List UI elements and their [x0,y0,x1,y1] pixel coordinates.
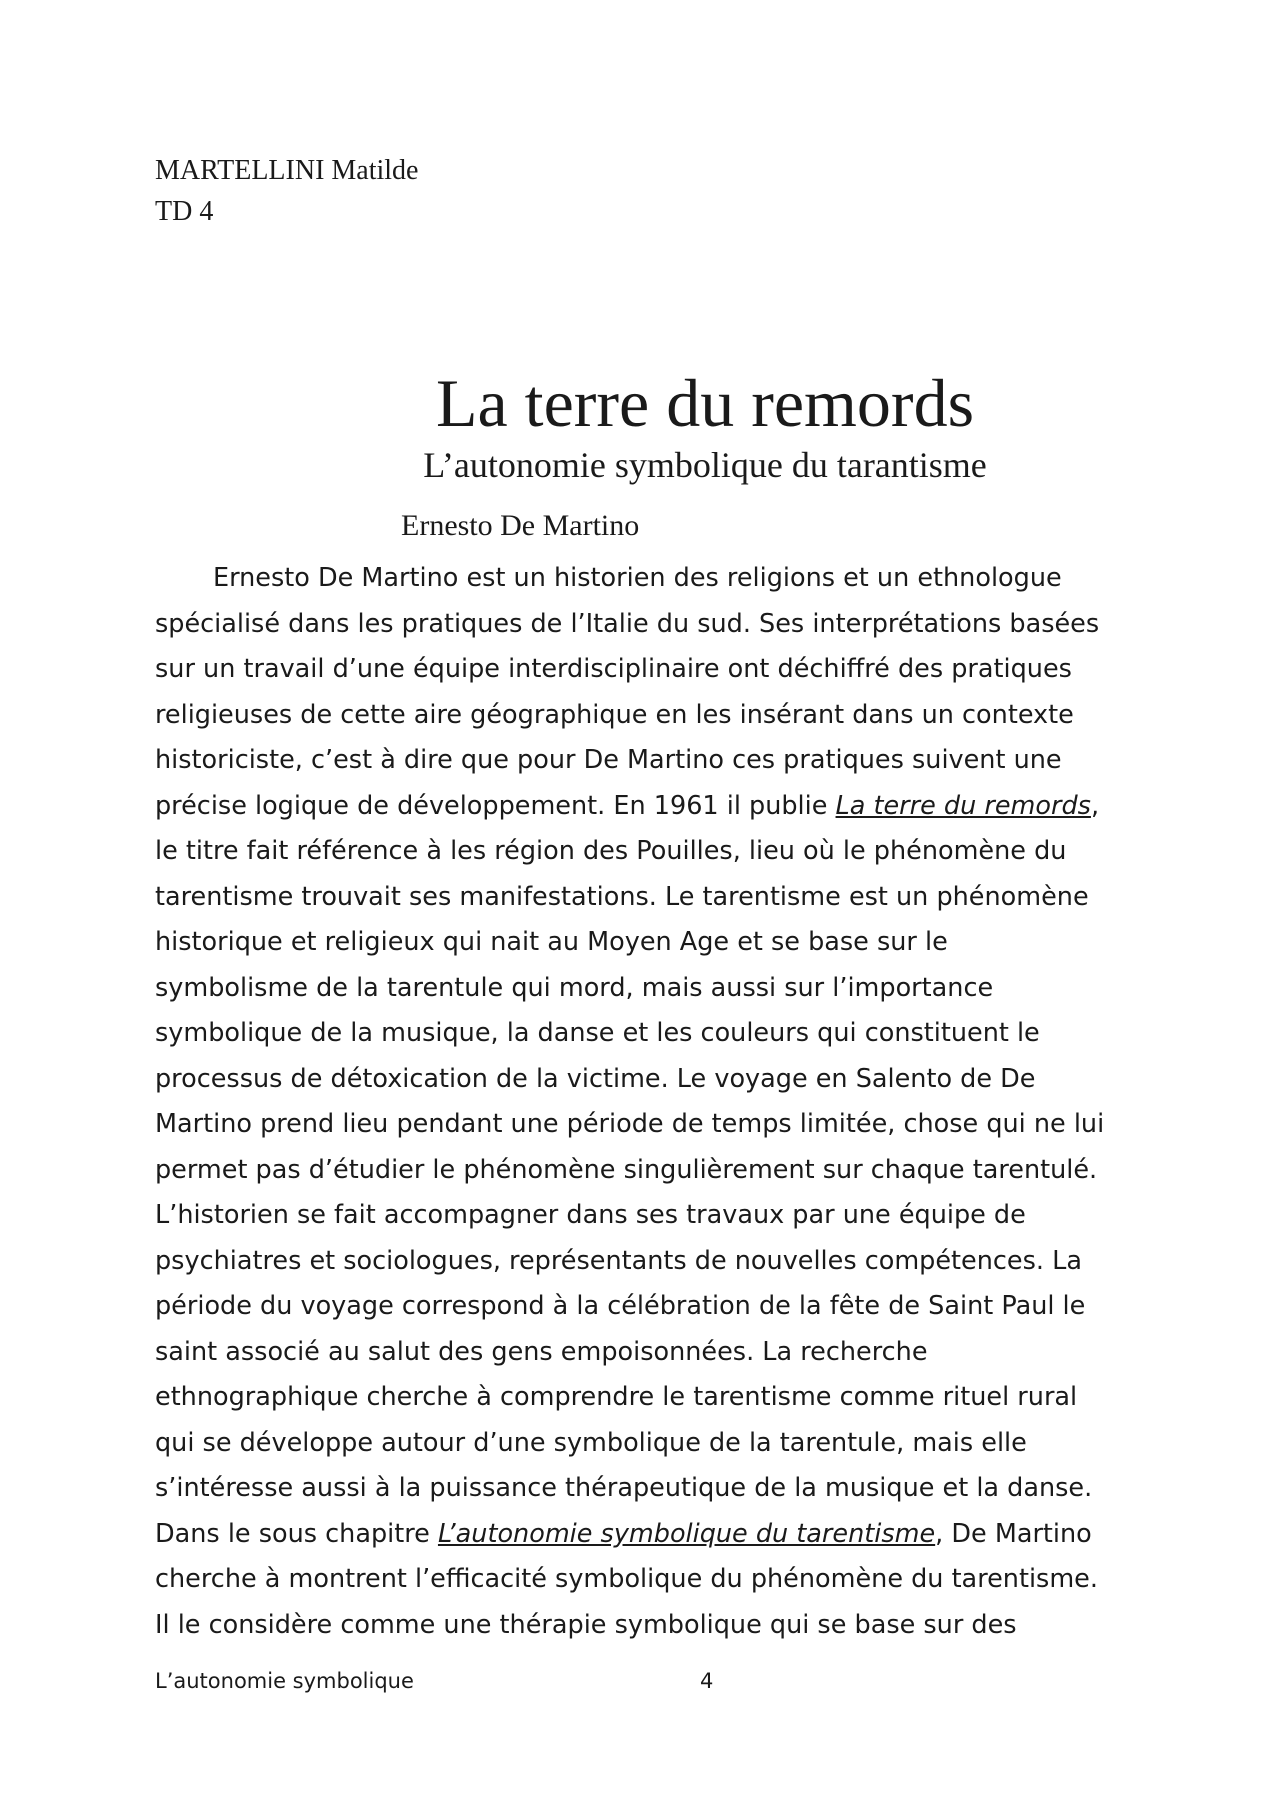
student-name: MARTELLINI Matilde [155,155,419,186]
text-line: L’historien se fait accompagner dans ses travaux par une équipe de [155,1200,1026,1230]
text-line: processus de détoxication de la victime. Le voyage en Salento de De [155,1063,1036,1094]
chapter-title-reference: L’autonomie symbolique du tarentisme [437,1518,936,1549]
text-line: symbolisme de la tarentule qui mord, mais aussi sur l’importance [155,972,994,1003]
text-line: saint associé au salut des gens empoisonnées. La recherche [155,1336,928,1367]
text-line: historique et religieux qui nait au Moyen Age et se base sur le [155,927,948,957]
footer-page-number: 4 [700,1669,714,1693]
book-title-reference: La terre du remords [835,790,1091,821]
text-line [155,1512,1135,1558]
body-paragraph [155,556,1135,1648]
text-line: symbolique de la musique, la danse et les couleurs qui constituent le [155,1018,1040,1048]
text-line: historiciste, c’est à dire que pour De Martino ces pratiques suivent une [155,745,1062,775]
text-segment: Dans le sous chapitre [155,1518,438,1549]
text-line: religieuses de cette aire géographique en les insérant dans un contexte [155,699,1074,730]
text-line: Ernesto De Martino est un historien des religions et un ethnologue [213,563,1062,593]
text-line: période du voyage correspond à la célébration de la fête de Saint Paul le [155,1291,1086,1321]
student-header [155,150,418,232]
text-line: cherche à montrent l’efficacité symbolique du phénomène du tarentisme. [155,1564,1098,1594]
text-line: Martino prend lieu pendant une période de temps limitée, chose qui ne lui [155,1109,1105,1139]
text-segment: précise logique de développement. En 1961 il publie [155,790,836,821]
text-line [155,784,1135,830]
text-line: spécialisé dans les pratiques de l’Italie du sud. Ses interprétations basées [155,608,1100,639]
footer-running-title: L’autonomie symbolique [155,1669,414,1693]
document-subtitle: L’autonomie symbolique du tarantisme [423,445,987,485]
group-label: TD 4 [155,196,214,227]
text-line: qui se développe autour d’une symbolique de la tarentule, mais elle [155,1427,1027,1458]
text-line: tarentisme trouvait ses manifestations. Le tarentisme est un phénomène [155,881,1089,912]
text-line: sur un travail d’une équipe interdisciplinaire ont déchiffré des pratiques [155,654,1072,684]
text-line: Il le considère comme une thérapie symbolique qui se base sur des [155,1609,1017,1640]
text-segment: , De Martino [935,1518,1092,1549]
document-title: La terre du remords [435,365,975,441]
text-line: s’intéresse aussi à la puissance thérapeutique de la musique et la danse. [155,1473,1093,1503]
text-line: le titre fait référence à les région des Pouilles, lieu où le phénomène du [155,836,1067,866]
text-line: psychiatres et sociologues, représentants de nouvelles compétences. La [155,1245,1082,1276]
text-line: permet pas d’étudier le phénomène singulièrement sur chaque tarentulé. [155,1154,1098,1185]
text-segment: , [1090,790,1100,821]
book-author: Ernesto De Martino [401,509,640,542]
text-line: ethnographique cherche à comprendre le tarentisme comme rituel rural [155,1382,1078,1412]
